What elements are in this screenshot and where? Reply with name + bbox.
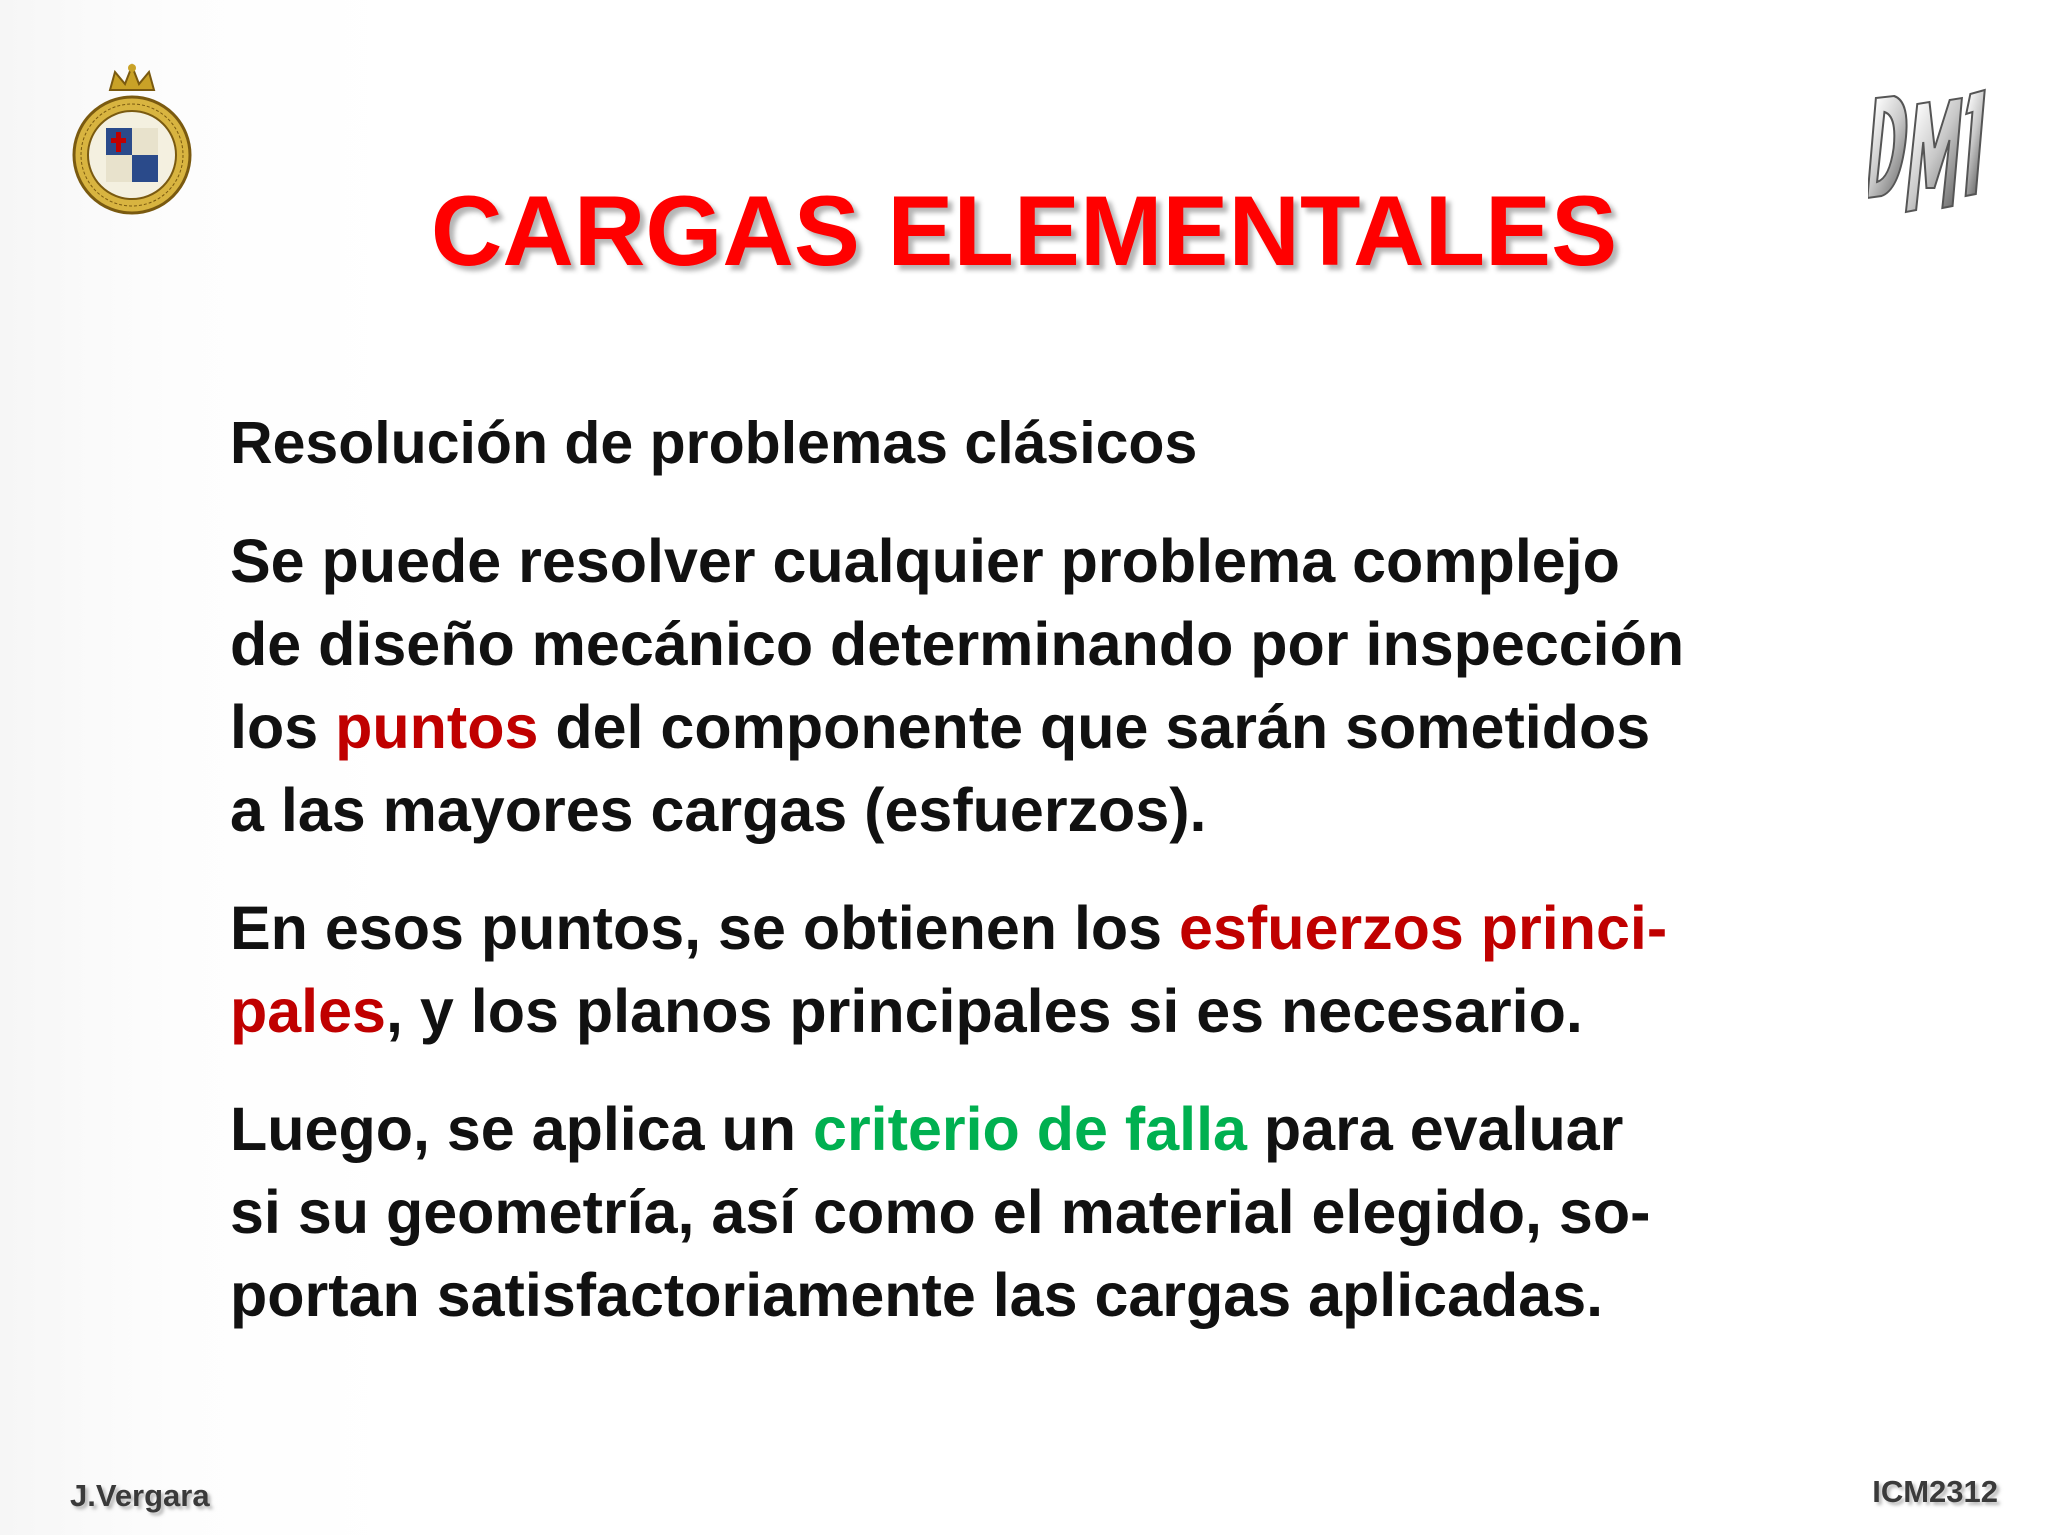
paragraph-1-line-3-end: del componente que sarán sometidos bbox=[538, 693, 1651, 761]
paragraph-2-line-2 bbox=[230, 976, 1583, 1046]
highlight-esfuerzos-principales: esfuerzos princi- bbox=[1179, 894, 1668, 962]
footer-author: J.Vergara bbox=[70, 1478, 210, 1513]
paragraph-2-line-1 bbox=[230, 893, 1667, 963]
paragraph-1-line-2: de diseño mecánico determinando por inspección bbox=[230, 610, 1685, 678]
paragraph-3-line-1-start: Luego, se aplica un bbox=[230, 1095, 814, 1163]
paragraph-1-line-3 bbox=[230, 692, 1650, 762]
paragraph-1-line-1: Se puede resolver cualquier problema complejo bbox=[230, 527, 1620, 595]
highlight-criterio-de-falla: criterio de falla bbox=[813, 1095, 1247, 1163]
paragraph-2-line-1-start: En esos puntos, se obtienen los bbox=[230, 894, 1180, 962]
slide-title: CARGAS ELEMENTALES bbox=[430, 175, 1618, 286]
paragraph-1-line-3-start: los bbox=[230, 693, 336, 761]
paragraph-1-line-4: a las mayores cargas (esfuerzos). bbox=[230, 776, 1207, 844]
section-subtitle: Resolución de problemas clásicos bbox=[230, 410, 1198, 476]
footer-course-code: ICM2312 bbox=[1872, 1474, 1998, 1509]
paragraph-3-line-3: portan satisfactoriamente las cargas aplicadas. bbox=[230, 1261, 1604, 1329]
paragraph-2-line-2-end: , y los planos principales si es necesario. bbox=[386, 977, 1583, 1045]
highlight-puntos: puntos bbox=[335, 693, 539, 761]
paragraph-3-line-1-end: para evaluar bbox=[1246, 1095, 1624, 1163]
highlight-esfuerzos-principales-cont: pales bbox=[230, 977, 386, 1045]
paragraph-3-line-1 bbox=[230, 1094, 1623, 1164]
paragraph-3-line-2: si su geometría, así como el material elegido, so- bbox=[230, 1178, 1651, 1246]
